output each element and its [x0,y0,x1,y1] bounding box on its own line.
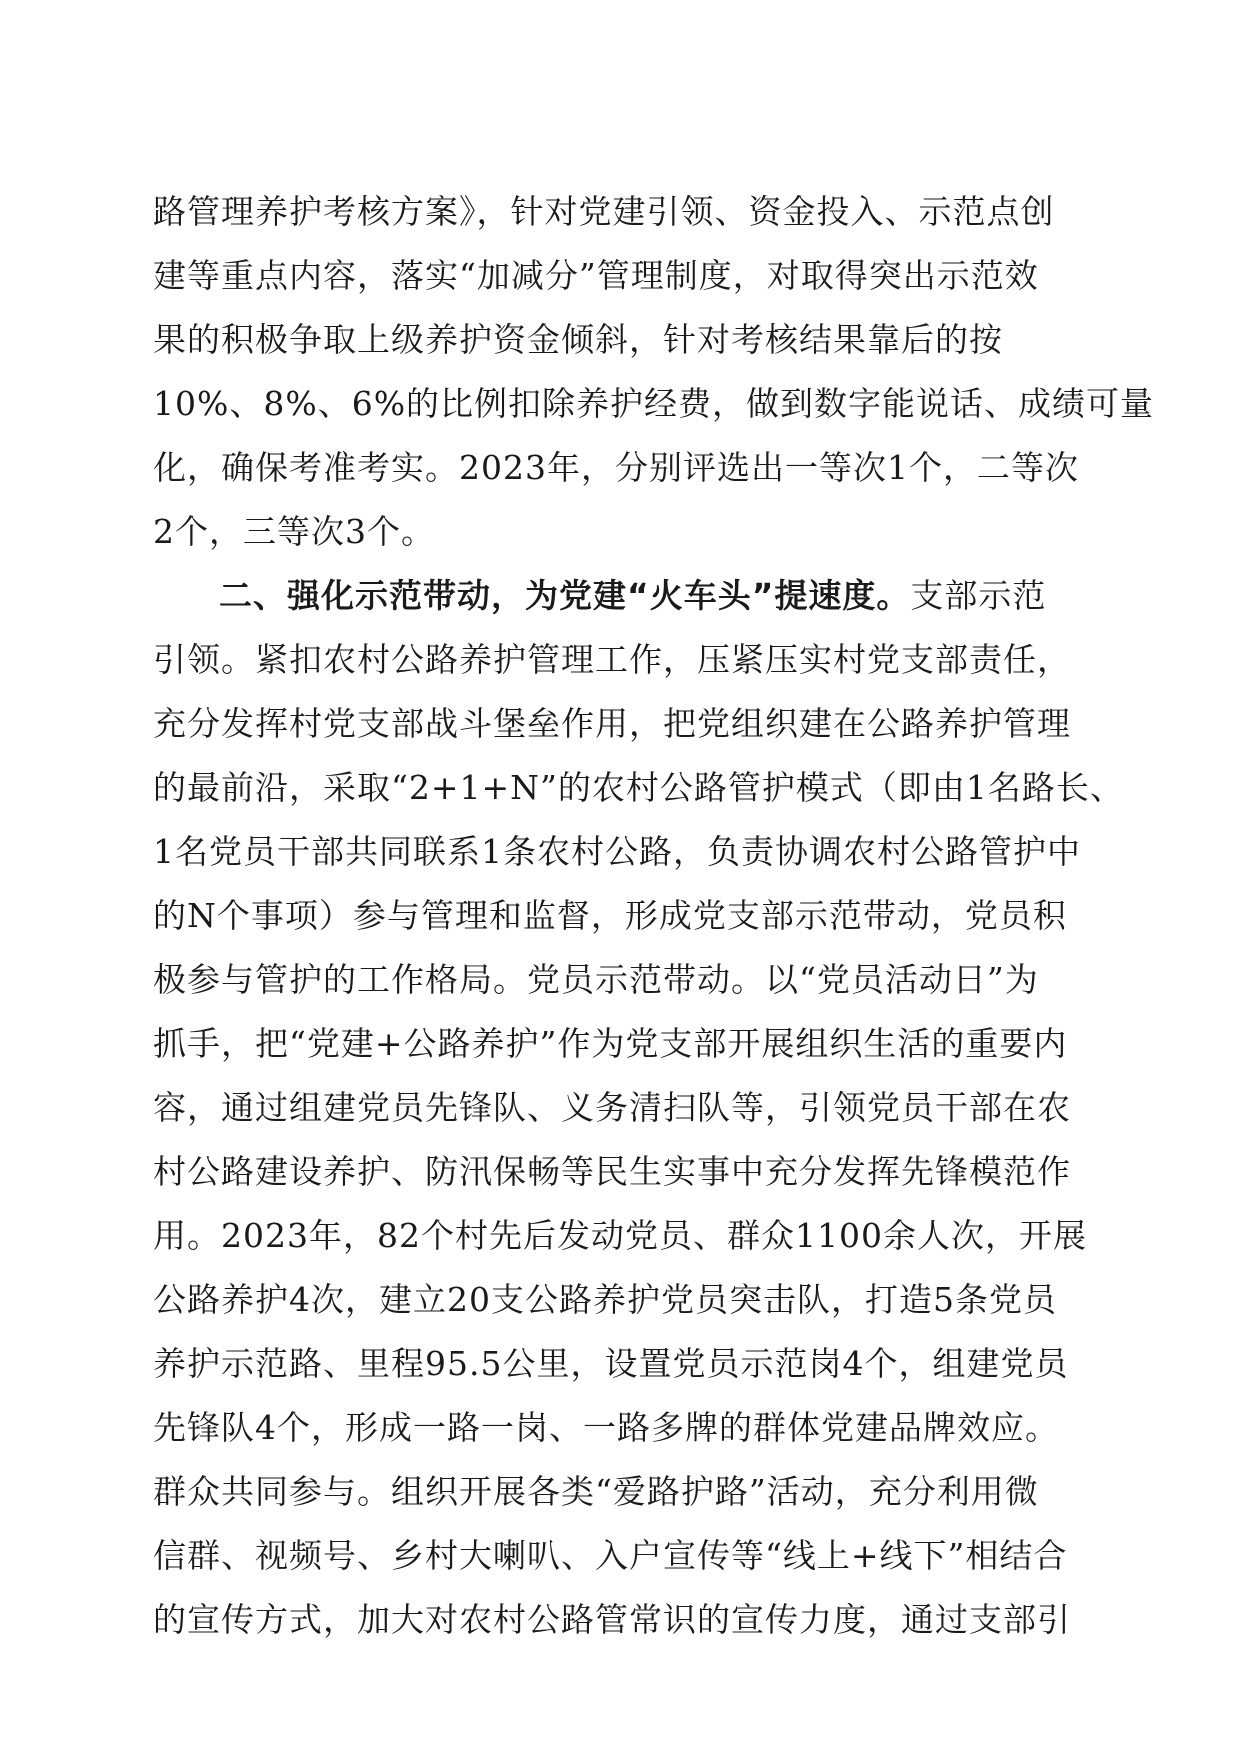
para2-line-8: 容，通过组建党员先锋队、义务清扫队等，引领党员干部在农 [153,1088,1071,1127]
para2-line-15: 信群、视频号、乡村大喇叭、入户宣传等“线上+线下”相结合 [153,1536,1068,1575]
para1-line-4: 10%、8%、6%的比例扣除养护经费，做到数字能说话、成绩可量 [153,384,1155,423]
para1-line-3: 果的积极争取上级养护资金倾斜，针对考核结果靠后的按 [153,320,1003,359]
para1-line-1: 路管理养护考核方案》，针对党建引领、资金投入、示范点创 [153,192,1055,231]
para2-line-16: 的宣传方式，加大对农村公路管常识的宣传力度，通过支部引 [153,1600,1071,1639]
para2-line-13: 先锋队4个，形成一路一岗、一路多牌的群体党建品牌效应。 [153,1408,1059,1447]
para1-line-2: 建等重点内容，落实“加减分”管理制度，对取得突出示范效 [153,256,1039,295]
para2-line-14: 群众共同参与。组织开展各类“爱路护路”活动，充分利用微 [153,1472,1039,1511]
para2-line-2: 充分发挥村党支部战斗堡垒作用，把党组织建在公路养护管理 [153,704,1071,743]
para2-line-6: 极参与管护的工作格局。党员示范带动。以“党员活动日”为 [153,960,1039,999]
para1-line-6: 2个，三等次3个。 [153,512,435,551]
para2-first-line-rest: 支部示范 [910,576,1047,615]
para2-line-12: 养护示范路、里程95.5公里，设置党员示范岗4个，组建党员 [153,1344,1069,1383]
document-body [153,180,1155,1652]
para2-line-5: 的N个事项）参与管理和监督，形成党支部示范带动，党员积 [153,896,1067,935]
para2-line-9: 村公路建设养护、防汛保畅等民生实事中充分发挥先锋模范作 [153,1152,1071,1191]
para2-line-4: 1名党员干部共同联系1条农村公路，负责协调农村公路管护中 [153,832,1081,871]
para2-line-1: 引领。紧扣农村公路养护管理工作，压紧压实村党支部责任， [153,640,1071,679]
para2-line-11: 公路养护4次，建立20支公路养护党员突击队，打造5条党员 [153,1280,1057,1319]
para2-first-line [153,564,1083,628]
para2-line-10: 用。2023年，82个村先后发动党员、群众1100余人次，开展 [153,1216,1087,1255]
para2-line-7: 抓手，把“党建+公路养护”作为党支部开展组织生活的重要内 [153,1024,1068,1063]
para2-line-3: 的最前沿，采取“2+1+N”的农村公路管护模式（即由1名路长、 [153,768,1124,807]
section-heading: 二、强化示范带动，为党建“火车头”提速度。 [219,576,911,615]
para1-line-5: 化，确保考准考实。2023年，分别评选出一等次1个，二等次 [153,448,1079,487]
